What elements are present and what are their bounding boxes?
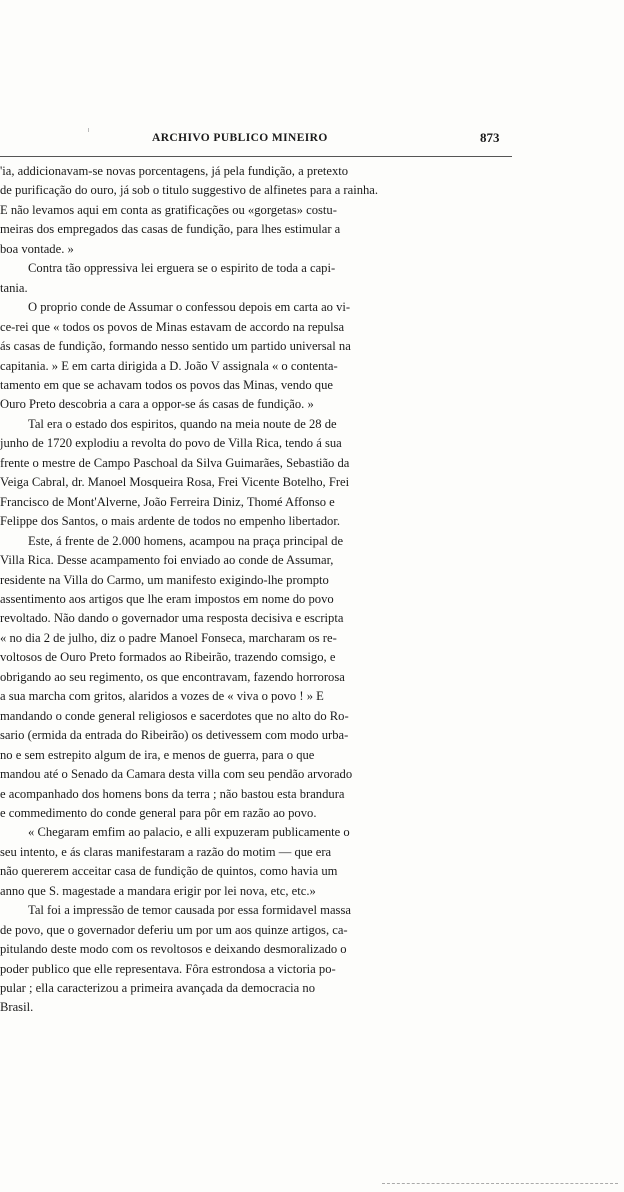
paragraph: [0, 532, 504, 824]
text-line: E não levamos aqui em conta as gratificações ou «gorgetas» costu-: [0, 202, 337, 217]
text-line: Francisco de Mont'Alverne, João Ferreira Diniz, Thomé Affonso e: [0, 494, 335, 509]
text-line: poder publico que elle representava. Fôra estrondosa a victoria po-: [0, 961, 336, 976]
text-line: pular ; ella caracterizou a primeira avançada da democracia no: [0, 981, 316, 996]
text-line: mandou até o Senado da Camara desta villa com seu pendão arvorado: [0, 767, 353, 782]
text-line: Contra tão oppressiva lei erguera se o espirito de toda a capi-: [28, 261, 336, 276]
paragraph: [0, 259, 504, 298]
text-line: O proprio conde de Assumar o confessou depois em carta ao vi-: [28, 300, 351, 315]
paragraph: [0, 162, 504, 259]
text-line: assentimento aos artigos que lhe eram impostos em nome do povo: [0, 591, 334, 606]
text-line: mandando o conde general religiosos e sacerdotes que no alto do Ro-: [0, 708, 349, 723]
page-header: [0, 132, 520, 152]
text-line: Felippe dos Santos, o mais ardente de todos no empenho libertador.: [0, 514, 340, 529]
text-line: de purificação do ouro, já sob o titulo suggestivo de alfinetes para a rainha.: [0, 183, 379, 198]
text-line: boa vontade. »: [0, 241, 74, 256]
text-line: voltosos de Ouro Preto formados ao Ribeirão, trazendo comsigo, e: [0, 650, 336, 665]
paragraph: [0, 823, 504, 901]
header-rule: [0, 156, 512, 157]
text-line: Este, á frente de 2.000 homens, acampou na praça principal de: [28, 533, 344, 548]
text-line: Villa Rica. Desse acampamento foi enviado ao conde de Assumar,: [0, 553, 334, 568]
text-line: Brasil.: [0, 1000, 34, 1015]
text-line: tamento em que se achavam todos os povos das Minas, vendo que: [0, 377, 333, 392]
paragraph: [0, 415, 504, 532]
text-line: e commedimento do conde general para pôr em razão ao povo.: [0, 805, 317, 820]
text-line: capitania. » E em carta dirigida a D. João V assignala « o contenta-: [0, 358, 338, 373]
text-line: de povo, que o governador deferiu um por um aos quinze artigos, ca-: [0, 922, 348, 937]
page-number: 873: [480, 130, 500, 145]
text-line: pitulando deste modo com os revoltosos e deixando desmoralizado o: [0, 942, 347, 957]
paragraph: [0, 298, 504, 415]
text-line: Ouro Preto descobria a cara a oppor-se ás casas de fundição. »: [0, 397, 314, 412]
text-line: Tal era o estado dos espiritos, quando na meia noute de 28 de: [28, 416, 337, 431]
text-line: meiras dos empregados das casas de fundição, para lhes estimular a: [0, 222, 341, 237]
text-line: « no dia 2 de julho, diz o padre Manoel Fonseca, marcharam os re-: [0, 630, 337, 645]
text-line: junho de 1720 explodiu a revolta do povo de Villa Rica, tendo á sua: [0, 436, 342, 451]
text-line: Tal foi a impressão de temor causada por essa formidavel massa: [28, 903, 351, 918]
text-line: sario (ermida da entrada do Ribeirão) os detivessem com modo urba-: [0, 728, 349, 743]
running-title: ARCHIVO PUBLICO MINEIRO: [152, 132, 328, 144]
text-line: residente na Villa do Carmo, um manifesto exigindo-lhe prompto: [0, 572, 329, 587]
text-line: não quererem acceitar casa de fundição de quintos, como havia um: [0, 864, 338, 879]
text-line: frente o mestre de Campo Paschoal da Silva Guimarães, Sebastião da: [0, 455, 350, 470]
paragraph: [0, 901, 504, 1018]
text-line: 'ia, addicionavam-se novas porcentagens, já pela fundição, a pretexto: [0, 164, 349, 178]
text-line: e acompanhado dos homens bons da terra ; não bastou esta brandura: [0, 786, 345, 801]
text-line: ás casas de fundição, formando nesso sentido um partido universal na: [0, 339, 351, 354]
text-line: Veiga Cabral, dr. Manoel Mosqueira Rosa, Frei Vicente Botelho, Frei: [0, 475, 350, 490]
text-line: no e sem estrepito algum de ira, e menos de guerra, para o que: [0, 747, 315, 762]
text-line: anno que S. magestade a mandara erigir por lei nova, etc, etc.»: [0, 883, 316, 898]
text-line: « Chegaram emfim ao palacio, e alli expuzeram publicamente o: [28, 825, 350, 840]
body-text: [0, 162, 504, 1018]
text-line: revoltado. Não dando o governador uma resposta decisiva e escripta: [0, 611, 344, 626]
text-line: obrigando ao seu regimento, os que encontravam, fazendo horrorosa: [0, 669, 345, 684]
text-line: seu intento, e ás claras manifestaram a razão do motim — que era: [0, 844, 332, 859]
text-line: tania.: [0, 280, 28, 295]
text-line: ce-rei que « todos os povos de Minas estavam de accordo na repulsa: [0, 319, 345, 334]
bottom-rule: [382, 1183, 618, 1187]
text-line: a sua marcha com gritos, alaridos a vozes de « viva o povo ! » E: [0, 689, 324, 704]
